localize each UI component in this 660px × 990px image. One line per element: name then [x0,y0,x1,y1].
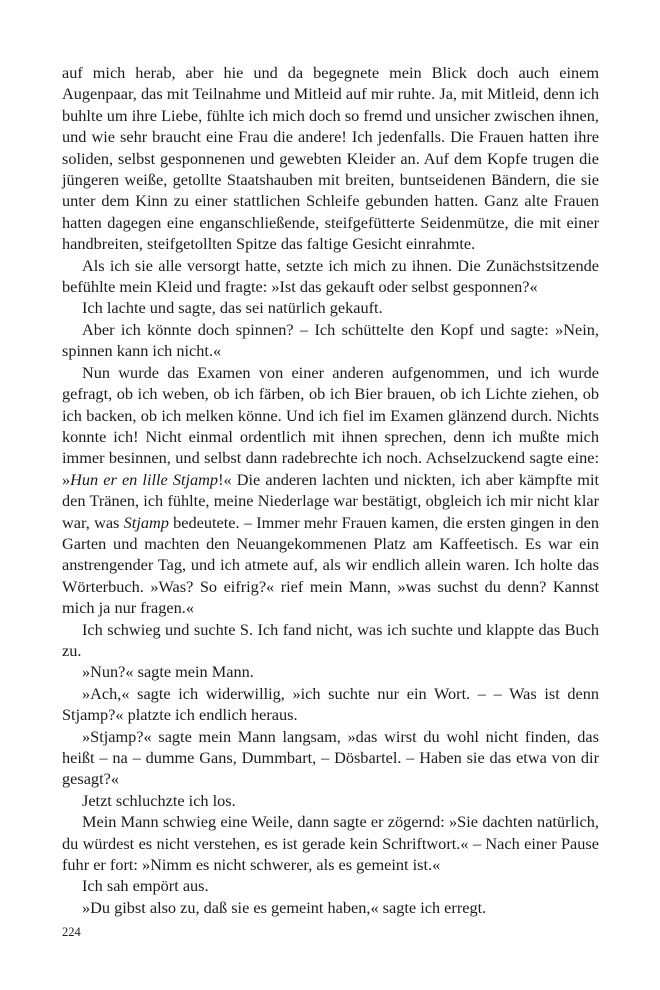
italic-text-segment: Stjamp [123,512,169,532]
text-segment: »Ach,« sagte ich widerwillig, »ich suchte nur ein Wort. – – Was ist denn Stjamp?« platzte ich endlich heraus. [62,683,599,725]
paragraph [62,297,599,318]
paragraph [62,255,599,298]
text-segment: !« Die anderen lachten und nickten, ich aber kämpfte mit den Tränen, ich fühlte, meine Niederlage war bestätigt, obgleich ich mir nicht klar war, was [62,469,599,532]
text-segment: Als ich sie alle versorgt hatte, setzte ich mich zu ihnen. Die Zunächstsitzende befühlte mein Kleid und fragte: »Ist das gekauft oder selbst gesponnen?« [62,255,599,297]
paragraph [62,683,599,726]
paragraph [62,661,599,682]
text-segment: Aber ich könnte doch spinnen? – Ich schüttelte den Kopf und sagte: »Nein, spinnen kann ich nicht.« [62,319,599,361]
paragraph [62,362,599,619]
page-text [62,62,599,918]
paragraph [62,875,599,896]
italic-text-segment: Hun er en lille Stjamp [70,469,219,489]
paragraph [62,811,599,875]
text-segment: »Stjamp?« sagte mein Mann langsam, »das wirst du wohl nicht finden, das heißt – na – dumme Gans, Dummbart, – Dösbartel. – Haben sie das etwa von dir gesagt?« [62,726,599,789]
text-segment: auf mich herab, aber hie und da begegnete mein Blick doch auch einem Augenpaar, das mit Teilnahme und Mitleid auf mir ruhte. Ja, mit Mitleid, denn ich buhlte um ihre Liebe, fühlte ich mich doch so fremd und unsicher zwischen ihnen, und wie sehr braucht eine Frau die andere! Ich jedenfalls. Die Frauen hatten ihre soliden, selbst gesponnenen und gewebten Kleider an. Auf dem Kopfe trugen die jüngeren weiße, getollte Staatshauben mit breiten, buntseidenen Bändern, die sie unter dem Kinn zu einer stattlichen Schleife gebunden hatten. Ganz alte Frauen hatten dagegen eine enganschließende, steifgefütterte Seidenmütze, die mit einer handbreiten, steifgetollten Spitze das faltige Gesicht einrahmte. [62,63,599,254]
text-segment: Mein Mann schwieg eine Weile, dann sagte er zögernd: »Sie dachten natürlich, du würdest es nicht verstehen, es ist gerade kein Schriftwort.« – Nach einer Pause fuhr er fort: »Nimm es nicht schwerer, als es gemeint ist.« [62,812,599,875]
paragraph [62,619,599,662]
text-segment: bedeutete. – Immer mehr Frauen kamen, die ersten gingen in den Garten und machten den Neuangekommenen Platz am Kaffeetisch. Es war ein anstrengender Tag, und ich atmete auf, als wir endlich allein waren. Ich holte das Wörterbuch. »Was? So eifrig?« rief mein Mann, »was suchst du denn? Kannst mich ja nur fragen.« [62,512,599,618]
text-segment: Ich schwieg und suchte S. Ich fand nicht, was ich suchte und klappte das Buch zu. [62,619,599,660]
paragraph [62,897,599,918]
text-segment: Ich sah empört aus. [82,876,209,896]
text-segment: Nun wurde das Examen von einer anderen aufgenommen, und ich wurde gefragt, ob ich weben, ob ich färben, ob ich Bier brauen, ob ich Lichte ziehen, ob ich backen, ob ich melken könne. Und ich fiel im Examen glänzend durch. Nichts konnte ich! Nicht einmal ordentlich mit ihnen sprechen, denn ich mußte mich immer besinnen, und selbst dann radebrechte ich noch. Achselzuckend sagte eine: » [62,362,599,489]
text-segment: Jetzt schluchzte ich los. [82,790,236,810]
text-segment: Ich lachte und sagte, das sei natürlich gekauft. [82,298,383,318]
text-segment: »Nun?« sagte mein Mann. [82,662,254,682]
paragraph [62,790,599,811]
paragraph [62,319,599,362]
paragraph [62,726,599,790]
paragraph [62,62,599,255]
text-segment: »Du gibst also zu, daß sie es gemeint haben,« sagte ich erregt. [82,897,487,917]
page-number: 224 [62,925,81,939]
